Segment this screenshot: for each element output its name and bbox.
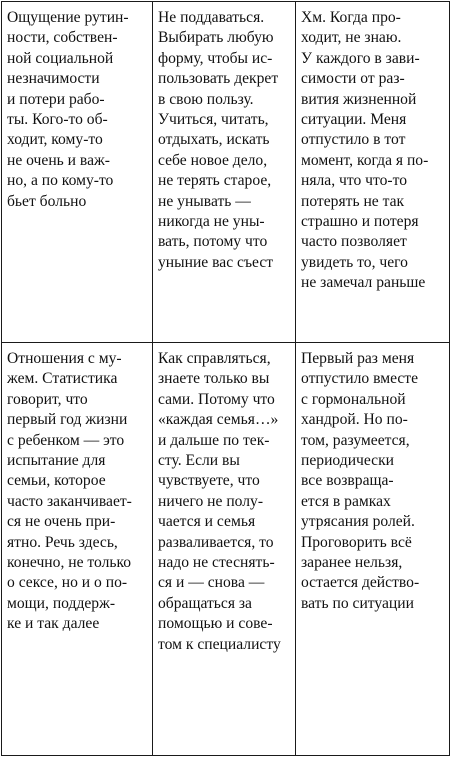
table-cell-problem: Отношения с му- жем. Статистика говорит, что первый год жизни с ребенком — это испытание для семьи, которое часто заканчивает- ся не очень при- ятно. Речь здесь, конечно, не только о сексе, но и о по- мощи, поддерж- ке и так далее (2, 343, 153, 756)
table-row (2, 343, 450, 756)
table-cell-experience: Хм. Когда про- ходит, не знаю. У каждого в зави- симости от раз- вития жизненной ситуации. Меня отпустило в тот момент, когда я по- няла, что что-то потерять не так страшно и потеря часто позволяет увидеть то, чего не замечал раньше (296, 2, 450, 343)
table-cell-problem: Ощущение рутин- ности, собствен- ной социальной незначимости и потери рабо- ты. Кого-то об- ходит, кому-то не очень и важ- но, а по кому-то бьет больно (2, 2, 153, 343)
table-row (2, 2, 450, 343)
table-cell-solution: Как справляться, знаете только вы сами. Потому что «каждая семья…» и дальше по тек- сту. Если вы чувствуете, что ничего не полу- чается и семья разваливается, то надо не стеснять- ся и — снова — обращаться за помощью и сове- том к специалисту (153, 343, 296, 756)
table-cell-solution: Не поддаваться. Выбирать любую форму, чтобы ис- пользовать декрет в свою пользу. Учиться, читать, отдыхать, искать себе новое дело, не терять старое, не унывать — никогда не уны- вать, потому что уныние вас съест (153, 2, 296, 343)
content-table (1, 1, 450, 756)
table-cell-experience: Первый раз меня отпустило вместе с гормональной хандрой. Но по- том, разумеется, периодически все возвраща- ется в рамках утрясания ролей. Проговорить всё заранее нельзя, остается действо- вать по ситуации (296, 343, 450, 756)
